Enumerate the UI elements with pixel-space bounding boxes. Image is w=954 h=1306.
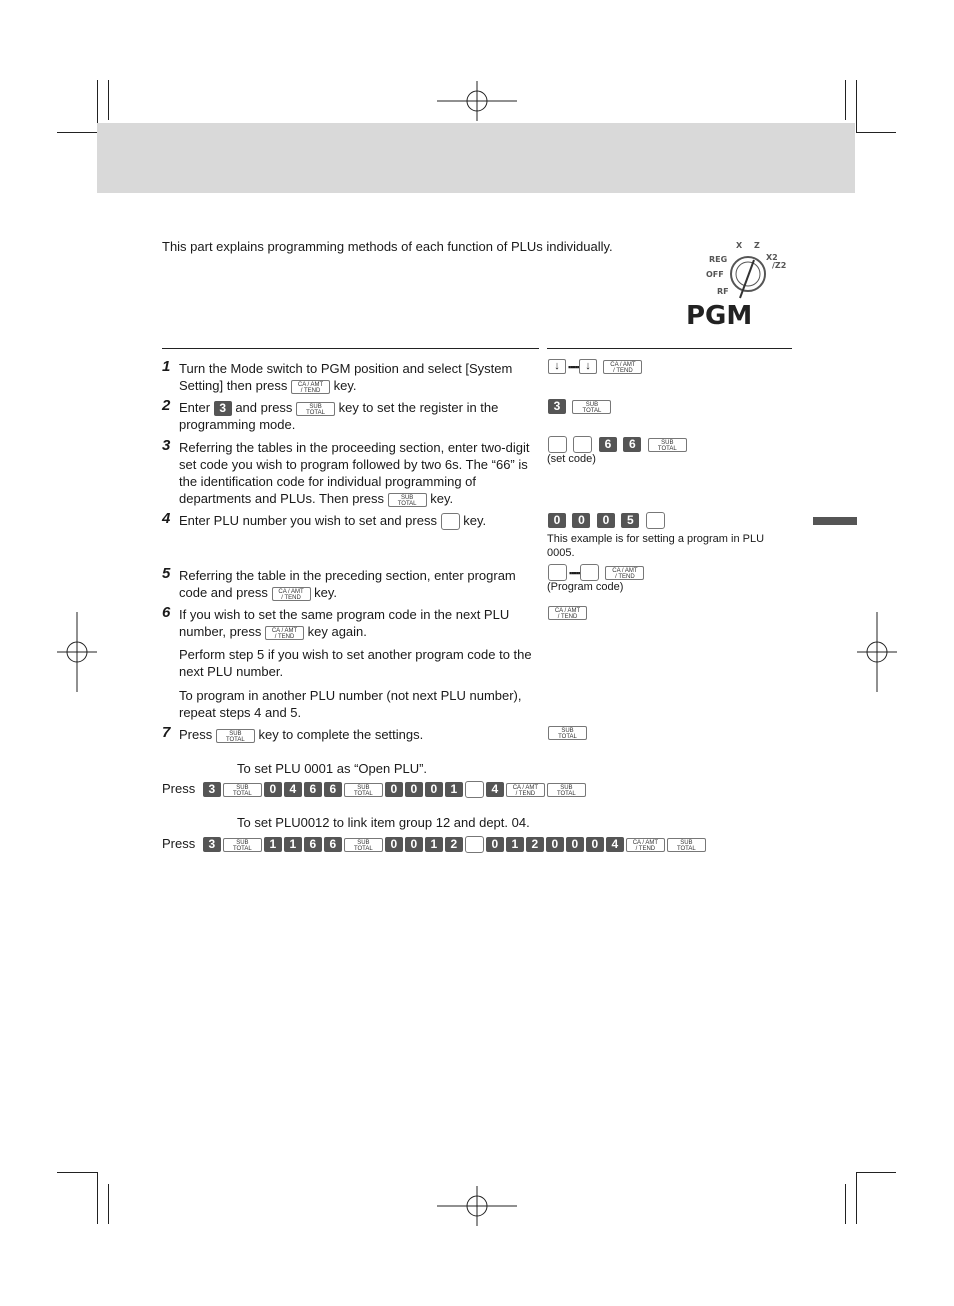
step-5-keys	[548, 564, 646, 582]
step-1-text: Turn the Mode switch to PGM position and select [System Setting] then press CA / AMT / TEND key.	[179, 361, 513, 394]
number-key: 4	[284, 782, 302, 797]
dial-pos-z2: /Z2	[772, 261, 787, 270]
number-key: 0	[597, 513, 615, 528]
number-key: 3	[214, 401, 232, 416]
number-key: 1	[284, 837, 302, 852]
down-arrow-icon: ↓	[579, 359, 597, 374]
set-code-note: (set code)	[547, 453, 596, 465]
plu-key	[465, 836, 484, 853]
dial-pos-reg: REG	[709, 255, 728, 264]
dial-pos-x: X	[736, 241, 743, 250]
sub-total-key: SUB TOTAL	[223, 838, 262, 852]
step-number: 4	[162, 510, 171, 527]
ca-amt-tend-key: CA / AMT / TEND	[626, 838, 665, 852]
sub-total-key: SUB TOTAL	[547, 783, 586, 797]
step-6-para-2: Perform step 5 if you wish to set another program code to the next PLU number.	[179, 647, 532, 679]
number-key: 6	[623, 437, 641, 452]
number-key: 0	[586, 837, 604, 852]
number-key: 0	[405, 837, 423, 852]
ca-amt-tend-key: CA / AMT / TEND	[272, 587, 311, 601]
number-key: 0	[385, 837, 403, 852]
step-7-keys	[548, 724, 589, 742]
intro-text: This part explains programming methods of each function of PLUs individually.	[162, 239, 613, 254]
step-4-keys	[548, 512, 667, 530]
example-1-caption: To set PLU 0001 as “Open PLU”.	[237, 761, 428, 776]
ca-amt-tend-key: CA / AMT / TEND	[291, 380, 330, 394]
right-rule	[547, 348, 792, 349]
number-key: 1	[264, 837, 282, 852]
blank-key	[580, 564, 599, 581]
sub-total-key: SUB TOTAL	[344, 783, 383, 797]
step-1-keys	[548, 358, 644, 376]
sub-total-key: SUB TOTAL	[572, 400, 611, 414]
step-number: 6	[162, 604, 171, 621]
number-key: 0	[486, 837, 504, 852]
blank-key	[548, 564, 567, 581]
section-tab-marker	[813, 517, 857, 525]
repeat-dots: ▪▪▪▪▪	[568, 361, 579, 372]
number-key: 2	[445, 837, 463, 852]
step-3-keys	[548, 436, 689, 454]
header-band	[97, 123, 855, 193]
sub-total-key: SUB TOTAL	[223, 783, 262, 797]
ca-amt-tend-key: CA / AMT / TEND	[265, 626, 304, 640]
pgm-badge: PGM	[686, 301, 753, 331]
press-label: Press	[162, 781, 196, 796]
step-7-text: Press SUB TOTAL key to complete the settings.	[179, 727, 424, 743]
step-number: 5	[162, 565, 171, 582]
step-number: 1	[162, 358, 171, 375]
step-2-keys	[548, 398, 613, 416]
number-key: 6	[324, 837, 342, 852]
ca-amt-tend-key: CA / AMT / TEND	[548, 606, 587, 620]
sub-total-key: SUB TOTAL	[216, 729, 255, 743]
ca-amt-tend-key: CA / AMT / TEND	[605, 566, 644, 580]
number-key: 6	[304, 837, 322, 852]
number-key: 5	[621, 513, 639, 528]
dial-pos-x2: X2	[766, 253, 778, 262]
number-key: 1	[445, 782, 463, 797]
example-2-sequence	[162, 836, 708, 853]
step-6-text: If you wish to set the same program code in the next PLU number, press CA / AMT / TEND key again.	[179, 607, 510, 640]
sub-total-key: SUB TOTAL	[648, 438, 687, 452]
sub-total-key: SUB TOTAL	[667, 838, 706, 852]
dial-pos-off: OFF	[706, 270, 724, 279]
mode-switch-dial-icon	[684, 238, 804, 333]
number-key: 2	[526, 837, 544, 852]
number-key: 3	[203, 837, 221, 852]
sub-total-key: SUB TOTAL	[296, 402, 335, 416]
step-4-text: Enter PLU number you wish to set and press key.	[179, 512, 539, 530]
sub-total-key: SUB TOTAL	[388, 493, 427, 507]
number-key: 4	[606, 837, 624, 852]
plu-example-note: This example is for setting a program in PLU 0005.	[547, 533, 765, 559]
number-key: 6	[324, 782, 342, 797]
step-2-text: Enter 3 and press SUB TOTAL key to set the register in the programming mode.	[179, 400, 499, 433]
number-key: 1	[506, 837, 524, 852]
number-key: 3	[548, 399, 566, 414]
step-number: 3	[162, 437, 171, 454]
number-key: 0	[572, 513, 590, 528]
plu-key	[646, 512, 665, 529]
number-key: 4	[486, 782, 504, 797]
repeat-dots: ▪▪▪▪▪	[569, 567, 580, 578]
number-key: 6	[599, 437, 617, 452]
ca-amt-tend-key: CA / AMT / TEND	[506, 783, 545, 797]
number-key: 0	[566, 837, 584, 852]
number-key: 0	[405, 782, 423, 797]
number-key: 3	[203, 782, 221, 797]
example-1-sequence	[162, 781, 588, 798]
dial-pos-rf: RF	[717, 287, 729, 296]
left-rule	[162, 348, 539, 349]
step-5-text: Referring the table in the preceding section, enter program code and press CA / AMT / TEND key.	[179, 568, 516, 601]
blank-key	[548, 436, 567, 453]
program-code-note: (Program code)	[547, 581, 624, 593]
number-key: 0	[385, 782, 403, 797]
blank-key	[573, 436, 592, 453]
step-6-para-3: To program in another PLU number (not next PLU number), repeat steps 4 and 5.	[179, 688, 522, 720]
step-3-text: Referring the tables in the proceeding section, enter two-digit set code you wish to program followed by two 6s. The “66” is the identification code for individual programming of departments and PLUs. Then press SUB TOTAL key.	[179, 440, 530, 507]
number-key: 1	[425, 837, 443, 852]
example-2-caption: To set PLU0012 to link item group 12 and dept. 04.	[237, 815, 530, 830]
number-key: 0	[264, 782, 282, 797]
plu-key	[465, 781, 484, 798]
press-label: Press	[162, 836, 196, 851]
step-number: 2	[162, 397, 171, 414]
sub-total-key: SUB TOTAL	[344, 838, 383, 852]
sub-total-key: SUB TOTAL	[548, 726, 587, 740]
step-6-keys	[548, 604, 589, 622]
dial-pos-z: Z	[754, 241, 760, 250]
number-key: 0	[546, 837, 564, 852]
ca-amt-tend-key: CA / AMT / TEND	[603, 360, 642, 374]
plu-key	[441, 513, 460, 530]
down-arrow-icon: ↓	[548, 359, 566, 374]
number-key: 0	[425, 782, 443, 797]
number-key: 0	[548, 513, 566, 528]
number-key: 6	[304, 782, 322, 797]
step-number: 7	[162, 724, 171, 741]
